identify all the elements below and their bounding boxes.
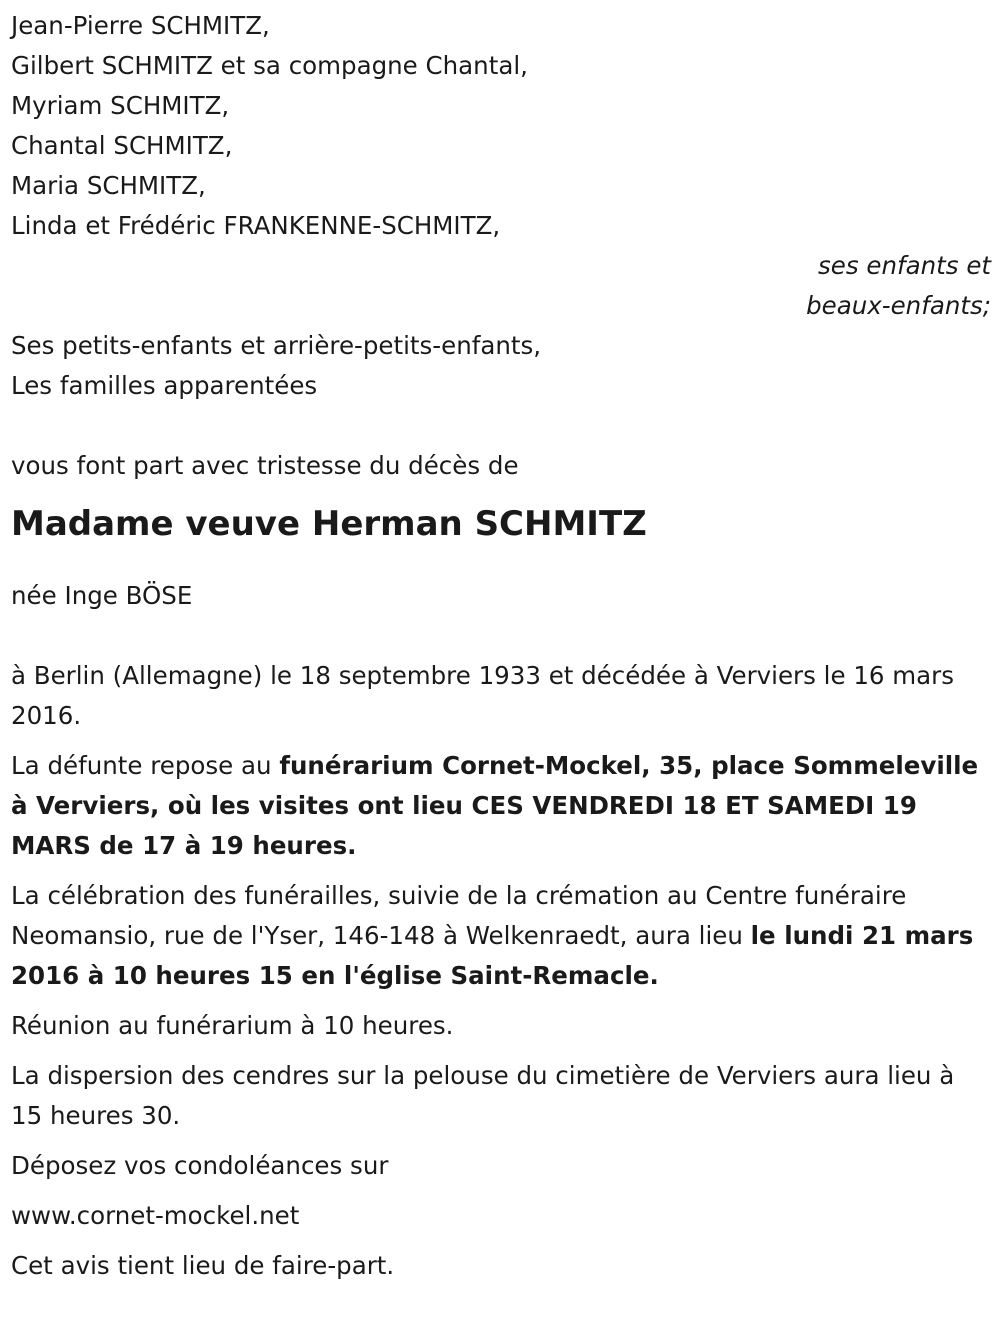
celebration-paragraph bbox=[11, 876, 991, 996]
condolences-text: Déposez vos condoléances sur bbox=[11, 1151, 389, 1180]
extended-family bbox=[11, 326, 991, 406]
deceased-name: Madame veuve Herman SCHMITZ bbox=[11, 504, 647, 544]
dispersion-text: La dispersion des cendres sur la pelouse du cimetière de Verviers aura lieu à 15 heures 30. bbox=[11, 1061, 955, 1130]
birth-death-details: à Berlin (Allemagne) le 18 septembre 1933 et décédée à Verviers le 16 mars 2016. bbox=[11, 661, 954, 730]
family-group: Ses petits-enfants et arrière-petits-enfants, bbox=[11, 331, 542, 360]
birth-name: née Inge BÖSE bbox=[11, 581, 193, 610]
family-member: Gilbert SCHMITZ et sa compagne Chantal, bbox=[11, 51, 528, 80]
reunion-text: Réunion au funérarium à 10 heures. bbox=[11, 1011, 454, 1040]
announcement-text: vous font part avec tristesse du décès de bbox=[11, 451, 519, 480]
repose-paragraph bbox=[11, 746, 991, 866]
repose-text: La défunte repose au bbox=[11, 751, 280, 780]
repose-location: funérarium Cornet-Mockel, 35, place Sommeleville à Verviers, où les visites ont lieu CES VENDREDI 18 ET SAMEDI 19 MARS de 17 à 19 heures. bbox=[11, 751, 979, 860]
family-member: Chantal SCHMITZ, bbox=[11, 131, 233, 160]
relation-label: ses enfants et bbox=[818, 251, 991, 280]
family-group: Les familles apparentées bbox=[11, 371, 318, 400]
relation-label: beaux-enfants; bbox=[806, 291, 991, 320]
family-members-list bbox=[11, 6, 991, 246]
celebration-datetime: le lundi 21 mars 2016 à 10 heures 15 en l'église Saint-Remacle. bbox=[11, 921, 974, 990]
closing-text: Cet avis tient lieu de faire-part. bbox=[11, 1251, 395, 1280]
obituary-notice bbox=[11, 6, 991, 1296]
celebration-text: La célébration des funérailles, suivie de la crémation au Centre funéraire Neomansio, rue de l'Yser, 146-148 à Welkenraedt, aura lieu bbox=[11, 881, 907, 950]
website-link[interactable]: www.cornet-mockel.net bbox=[11, 1201, 300, 1230]
family-member: Linda et Frédéric FRANKENNE-SCHMITZ, bbox=[11, 211, 501, 240]
family-member: Maria SCHMITZ, bbox=[11, 171, 206, 200]
family-member: Myriam SCHMITZ, bbox=[11, 91, 230, 120]
family-member: Jean-Pierre SCHMITZ, bbox=[11, 11, 270, 40]
